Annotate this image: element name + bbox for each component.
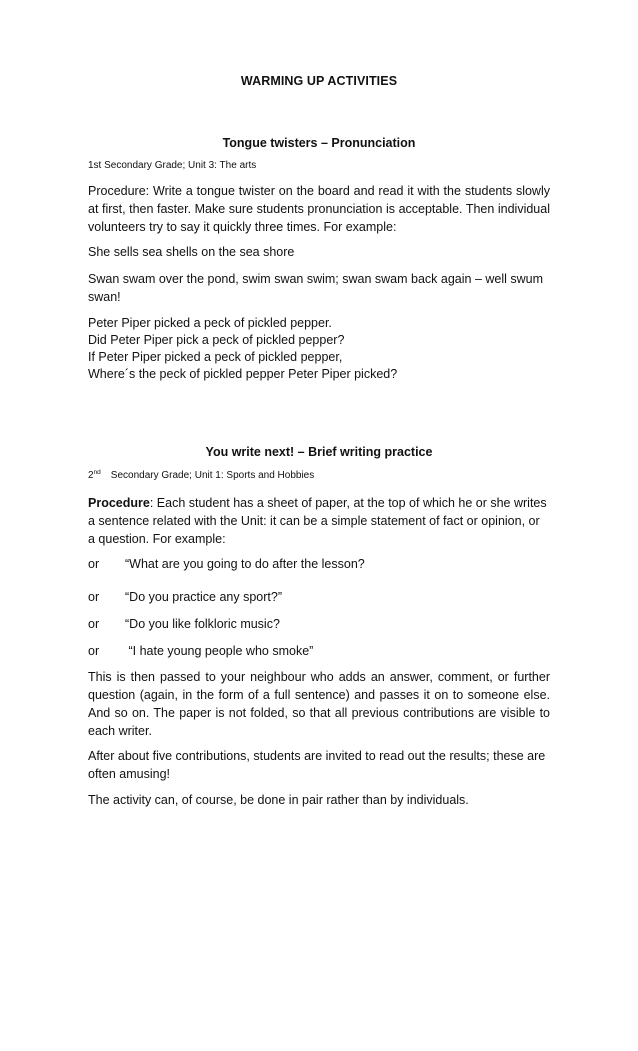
section2-heading: You write next! – Brief writing practice: [205, 445, 433, 459]
procedure-label: Procedure: [88, 496, 150, 510]
section1-example-2: Swan swam over the pond, swim swan swim; swan swam back again – well swum swan!: [88, 272, 544, 304]
option-row-4: [88, 644, 550, 658]
option-text: “I hate young people who smoke”: [125, 644, 314, 658]
section2-procedure: [88, 494, 550, 548]
document-title: WARMING UP ACTIVITIES: [240, 74, 398, 88]
option-word: or: [88, 557, 100, 571]
option-word: or: [88, 617, 100, 631]
poem-line-1: Peter Piper picked a peck of pickled pepper.: [88, 316, 332, 330]
section1-grade: 1st Secondary Grade; Unit 3: The arts: [88, 160, 257, 171]
poem-line-2: Did Peter Piper pick a peck of pickled pepper?: [88, 333, 345, 347]
option-word: or: [88, 644, 100, 658]
poem-line-4: Where´s the peck of pickled pepper Peter Piper picked?: [88, 367, 398, 381]
option-row-3: [88, 617, 550, 631]
section2-paragraph-3: The activity can, of course, be done in pair rather than by individuals.: [88, 793, 469, 807]
option-row-1: [88, 557, 550, 571]
grade-number: 2: [88, 470, 94, 481]
section1-poem: [88, 315, 550, 383]
section2-paragraph-2: After about five contributions, students are invited to read out the results; these are often amusing!: [88, 749, 546, 781]
section1-example-1: She sells sea shells on the sea shore: [88, 245, 295, 259]
option-text: “What are you going to do after the lesson?: [125, 557, 365, 571]
section1-procedure: Procedure: Write a tongue twister on the board and read it with the students slowly at first, then faster. Make sure students pronunciation is acceptable. Then individual volunteers try to say it quickly three times. For example:: [88, 184, 550, 234]
procedure-text: : Each student has a sheet of paper, at the top of which he or she writes a sentence related with the Unit: it can be a simple statement of fact or opinion, or a question. For example:: [88, 496, 547, 546]
option-word: or: [88, 590, 100, 604]
poem-line-3: If Peter Piper picked a peck of pickled pepper,: [88, 350, 343, 364]
option-text: “Do you like folkloric music?: [125, 617, 280, 631]
option-row-2: [88, 590, 550, 604]
section2-paragraph-1: This is then passed to your neighbour who adds an answer, comment, or further question (again, in the form of a full sentence) and passes it on to someone else. And so on. The paper is not folded, so that all previous contributions are visible to each writer.: [88, 670, 550, 738]
section1-heading: Tongue twisters – Pronunciation: [222, 136, 416, 150]
option-text: “Do you practice any sport?”: [125, 590, 283, 604]
grade-suffix: nd: [93, 469, 101, 476]
grade-rest: Secondary Grade; Unit 1: Sports and Hobbies: [110, 470, 315, 481]
section2-grade: [88, 469, 314, 481]
